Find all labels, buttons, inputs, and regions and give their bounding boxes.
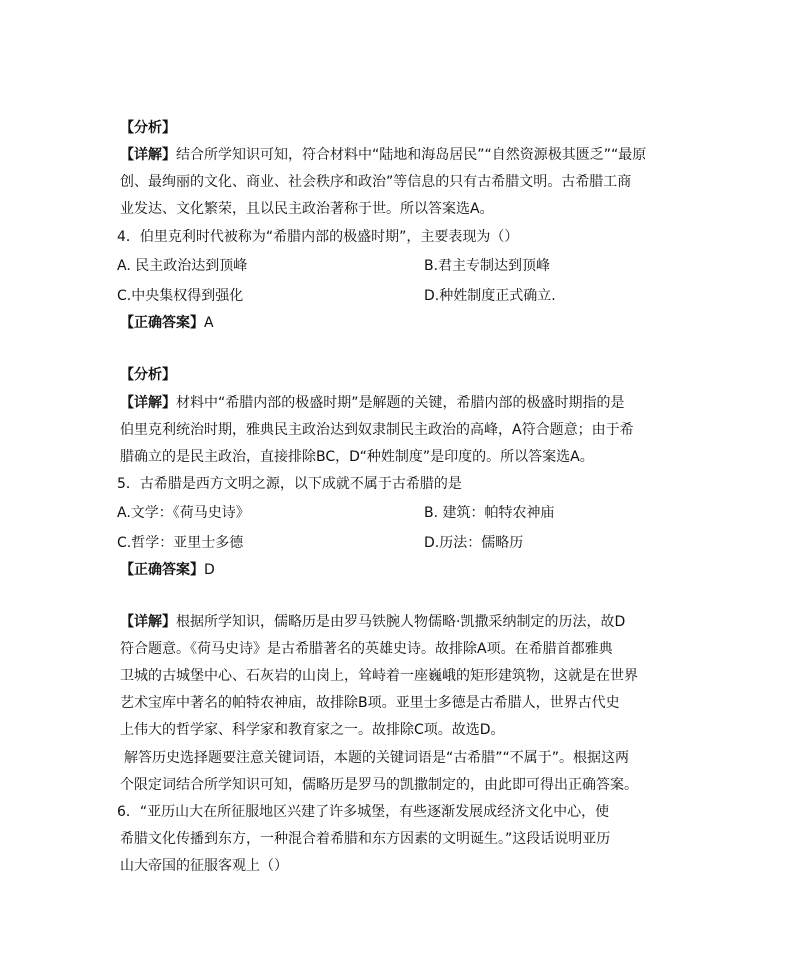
question-5-option-d: D.历法：儒略历 [424,535,524,551]
detail-paragraph-line: 腊确立的是民主政治，直接排除BC，D“种姓制度”是印度的。所以答案选A。 [120,449,594,465]
answer-value: A [204,315,214,331]
question-6-stem-line: 6．“亚历山大在所征服地区兴建了许多城堡，有些逐渐发展成经济文化中心，使 [117,804,610,820]
question-4-option-b: B.君主专制达到顶峰 [424,258,551,274]
answer-label: 【正确答案】 [120,315,204,331]
detail-paragraph-line [120,145,646,165]
detail-text: 根据所学知识，儒略历是由罗马铁腕人物儒略·凯撒采纳制定的历法，故D [176,614,626,630]
detail-label: 【详解】 [120,147,176,163]
question-5-stem: 5．古希腊是西方文明之源，以下成就不属于古希腊的是 [117,476,462,492]
answer-value: D [204,562,215,578]
detail-paragraph-line: 业发达、文化繁荣，且以民主政治著称于世。所以答案选A。 [120,201,494,217]
analysis-heading: 【分析】 [120,367,176,383]
answer-label: 【正确答案】 [120,562,204,578]
question-5-option-c: C.哲学：亚里士多德 [117,535,244,551]
question-5-option-a: A.文学：《荷马史诗》 [117,505,250,521]
question-4-option-a: A. 民主政治达到顶峰 [117,258,248,274]
detail-paragraph-line: 艺术宝库中著名的帕特农神庙，故排除B项。亚里士多德是古希腊人，世界古代史 [120,695,620,711]
detail-paragraph-line [120,612,625,632]
detail-paragraph-line: 上伟大的哲学家、科学家和教育家之一。故排除C项。故选D。 [120,722,505,738]
question-4-stem: 4．伯里克利时代被称为“希腊内部的极盛时期”，主要表现为（） [117,229,519,245]
question-4-answer [120,313,214,333]
tip-paragraph-line: 解答历史选择题要注意关键词语，本题的关键词语是“古希腊”“不属于”。根据这两 [124,750,630,766]
detail-label: 【详解】 [120,614,176,630]
detail-paragraph-line: 创、最绚丽的文化、商业、社会秩序和政治”等信息的只有古希腊文明。古希腊工商 [120,174,632,190]
question-6-stem-line: 希腊文化传播到东方，一种混合着希腊和东方因素的文明诞生。”这段话说明亚历 [120,831,611,847]
detail-paragraph-line: 伯里克利统治时期，雅典民主政治达到奴隶制民主政治的高峰，A符合题意；由于希 [120,422,634,438]
detail-paragraph-line: 符合题意。《荷马史诗》是古希腊著名的英雄史诗。故排除A项。在希腊首都雅典 [120,641,613,657]
detail-text: 结合所学知识可知，符合材料中“陆地和海岛居民”“自然资源极其匮乏”“最原 [176,147,647,163]
question-5-answer [120,560,215,580]
analysis-heading: 【分析】 [120,120,176,136]
detail-paragraph-line: 卫城的古城堡中心、石灰岩的山岗上，耸峙着一座巍峨的矩形建筑物，这就是在世界 [120,668,638,684]
detail-label: 【详解】 [120,395,176,411]
detail-paragraph-line [120,393,625,413]
question-5-option-b: B. 建筑：帕特农神庙 [424,505,555,521]
question-4-option-d: D.种姓制度正式确立. [424,288,556,304]
question-6-stem-line: 山大帝国的征服客观上（） [120,858,288,874]
question-4-option-c: C.中央集权得到强化 [117,288,244,304]
tip-paragraph-line: 个限定词结合所学知识可知，儒略历是罗马的凯撒制定的，由此即可得出正确答案。 [120,777,638,793]
detail-text: 材料中“希腊内部的极盛时期”是解题的关键，希腊内部的极盛时期指的是 [176,395,625,411]
